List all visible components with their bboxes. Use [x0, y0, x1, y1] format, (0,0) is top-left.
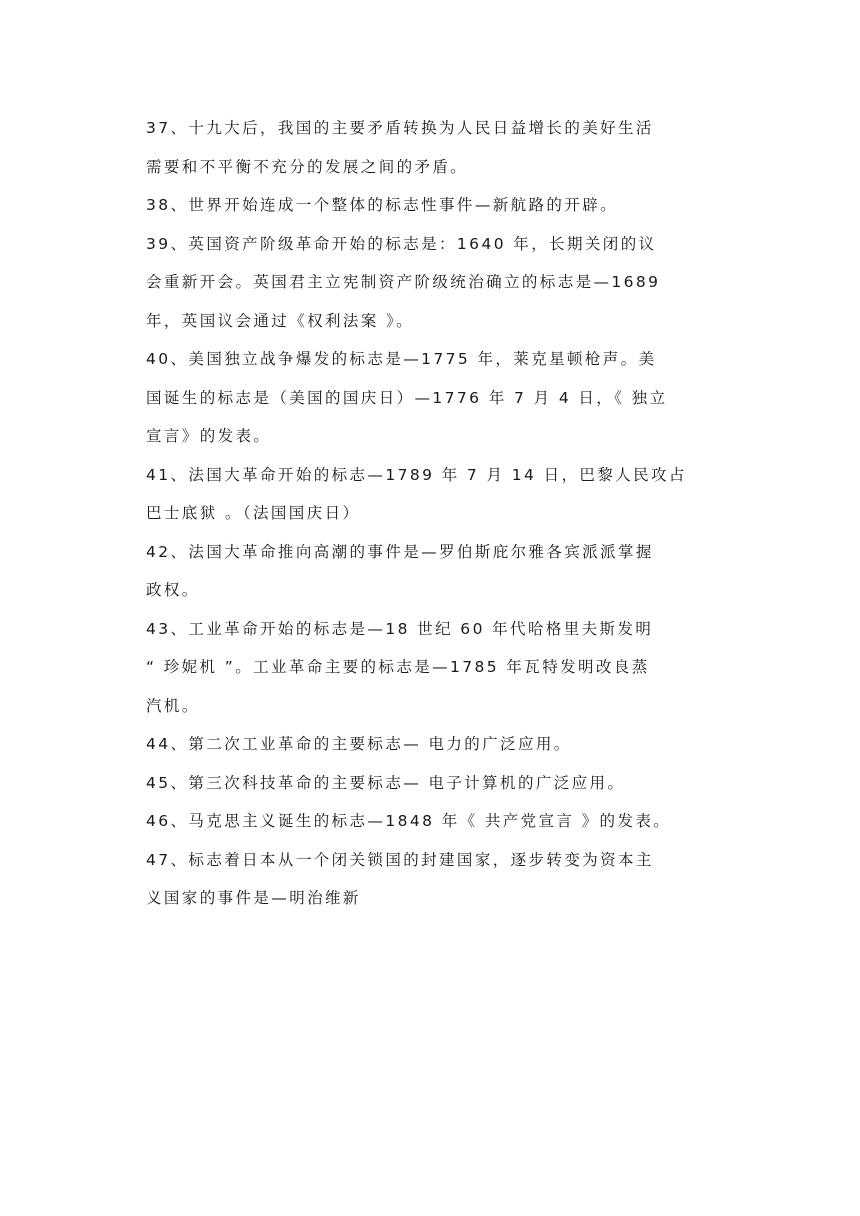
text-line: 46、马克思主义诞生的标志—1848 年《 共产党宣言 》的发表。	[146, 812, 672, 830]
text-line: “ 珍妮机 ”。工业革命主要的标志是—1785 年瓦特发明改良蒸	[146, 658, 650, 676]
text-line: 39、英国资产阶级革命开始的标志是：1640 年，长期关闭的议	[146, 234, 657, 253]
text-line: 国诞生的标志是（美国的国庆日）—1776 年 7 月 4 日，《 独立	[146, 388, 668, 407]
text-line: 汽机。	[146, 696, 200, 715]
text-line: 42、法国大革命推向高潮的事件是—罗伯斯庇尔雅各宾派派掌握	[146, 542, 654, 561]
text-line: 43、工业革命开始的标志是—18 世纪 60 年代哈格里夫斯发明	[146, 619, 654, 638]
text-line: 政权。	[146, 581, 200, 599]
text-line: 47、标志着日本从一个闭关锁国的封建国家，逐步转变为资本主	[146, 850, 654, 869]
text-line: 37、十九大后，我国的主要矛盾转换为人民日益增长的美好生活	[146, 119, 654, 137]
text-line: 巴士底狱 。（法国国庆日）	[146, 504, 361, 522]
text-line: 40、美国独立战争爆发的标志是—1775 年，莱克星顿枪声。美	[146, 350, 657, 368]
text-line: 需要和不平衡不充分的发展之间的矛盾。	[146, 157, 469, 176]
text-line: 义国家的事件是—明治维新	[146, 889, 361, 907]
text-line: 45、第三次科技革命的主要标志— 电子计算机的广泛应用。	[146, 773, 626, 792]
text-line: 年，英国议会通过《权利法案 》。	[146, 311, 415, 330]
text-line: 38、世界开始连成一个整体的标志性事件—新航路的开辟。	[146, 196, 619, 214]
text-line: 41、法国大革命开始的标志—1789 年 7 月 14 日，巴黎人民攻占	[146, 465, 687, 484]
text-line: 宣言》的发表。	[146, 427, 272, 445]
document-body	[146, 109, 716, 918]
text-line: 会重新开会。英国君主立宪制资产阶级统治确立的标志是—1689	[146, 273, 661, 291]
text-line: 44、第二次工业革命的主要标志— 电力的广泛应用。	[146, 735, 572, 753]
